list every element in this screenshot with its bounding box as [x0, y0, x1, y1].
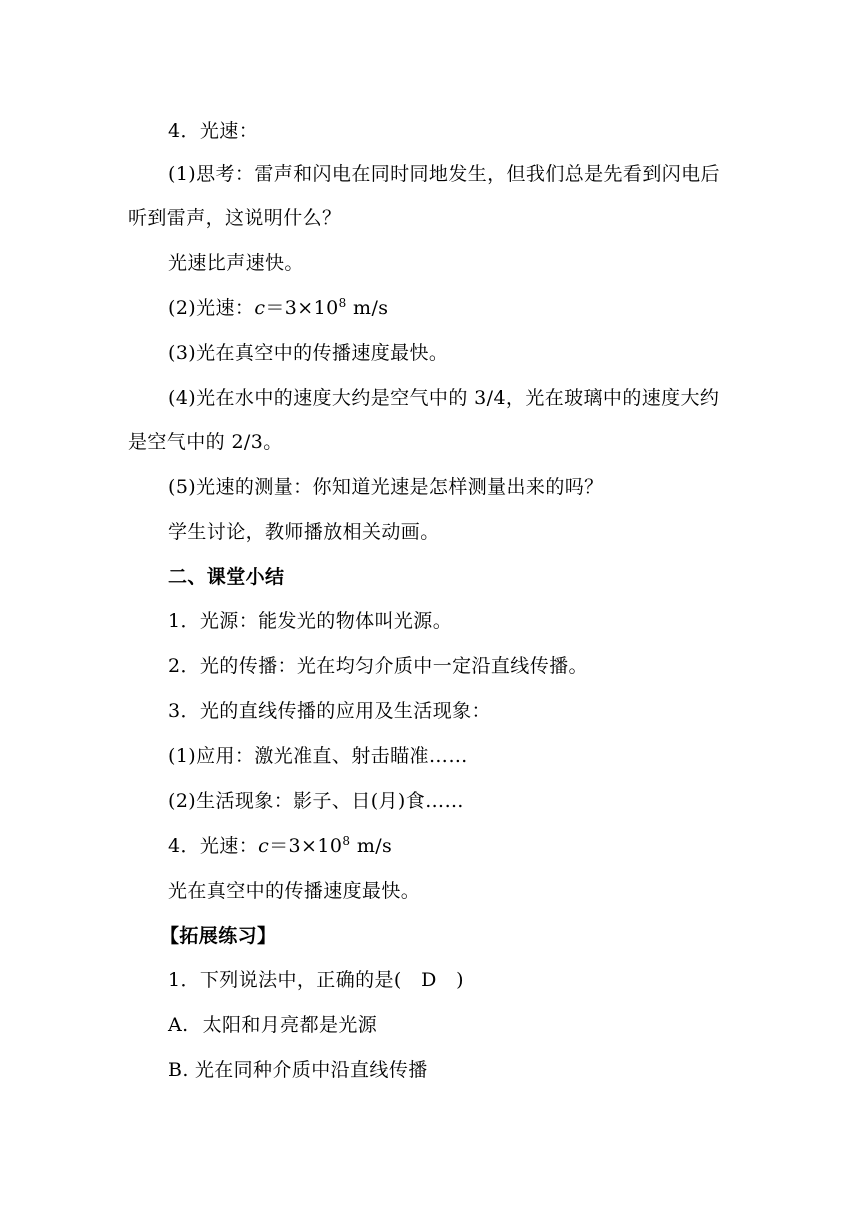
option-b-text: 光在同种介质中沿直线传播	[194, 1059, 428, 1081]
formula-prefix: (2)光速：	[168, 297, 255, 319]
paragraph-think-line1: (1)思考：雷声和闪电在同时同地发生，但我们总是先看到闪电后	[168, 163, 720, 185]
formula-symbol-c: c	[254, 297, 266, 319]
paragraph-measurement: (5)光速的测量：你知道光速是怎样测量出来的吗？	[168, 476, 604, 498]
section-heading-exercise: 【拓展练习】	[160, 925, 277, 947]
summary-item-1: 1．光源：能发光的物体叫光源。	[168, 610, 453, 632]
summary-item-3: 3．光的直线传播的应用及生活现象：	[168, 700, 491, 722]
exercise-option-a	[168, 1013, 377, 1037]
option-b-label: B.	[168, 1059, 189, 1081]
paragraph-think-line2: 听到雷声，这说明什么？	[128, 207, 342, 229]
exercise-option-b	[168, 1058, 428, 1082]
formula-unit: m/s	[350, 835, 393, 857]
formula-exponent: 8	[338, 296, 347, 310]
formula-value: ＝3×10	[269, 835, 343, 857]
paragraph-water-glass-line2: 是空气中的 2/3。	[128, 431, 283, 453]
paragraph-answer: 光速比声速快。	[168, 252, 304, 274]
exercise-question-1: 1．下列说法中，正确的是( D )	[168, 969, 464, 991]
section-heading-summary: 二、课堂小结	[168, 566, 285, 588]
summary-subitem-application: (1)应用：激光准直、射击瞄准……	[168, 745, 468, 767]
summary-vacuum-fastest: 光在真空中的传播速度最快。	[168, 880, 421, 902]
formula-value: ＝3×10	[265, 297, 339, 319]
paragraph-water-glass-line1: (4)光在水中的速度大约是空气中的 3/4，光在玻璃中的速度大约	[168, 387, 720, 409]
formula-prefix: 4．光速：	[168, 835, 259, 857]
summary-item-4	[168, 834, 392, 858]
paragraph-vacuum-fastest: (3)光在真空中的传播速度最快。	[168, 342, 449, 364]
section-heading-light-speed: 4．光速：	[168, 120, 259, 142]
summary-item-2: 2．光的传播：光在均匀介质中一定沿直线传播。	[168, 655, 588, 677]
paragraph-discussion: 学生讨论，教师播放相关动画。	[168, 521, 440, 543]
paragraph-light-speed-formula	[168, 296, 388, 320]
option-a-label: A.	[168, 1014, 189, 1036]
formula-unit: m/s	[346, 297, 389, 319]
summary-subitem-phenomena: (2)生活现象：影子、日(月)食……	[168, 790, 464, 812]
formula-symbol-c: c	[258, 835, 270, 857]
option-a-text: 太阳和月亮都是光源	[202, 1014, 378, 1036]
formula-exponent: 8	[342, 834, 351, 848]
